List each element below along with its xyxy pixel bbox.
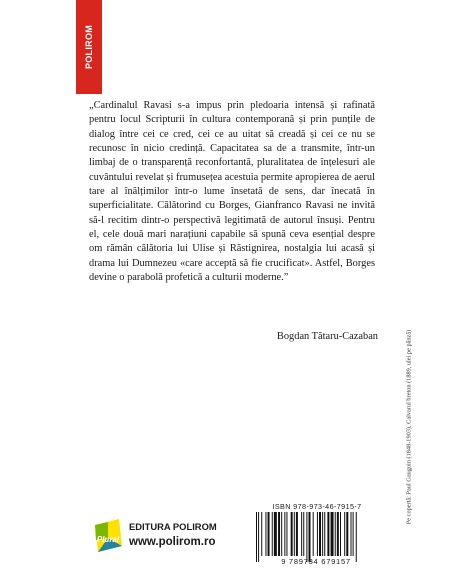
barcode-bar [313,512,314,556]
barcode-bar [344,512,345,556]
barcode-bar [346,512,348,556]
isbn-number: ISBN 978-973-46-7915-7 [272,502,362,511]
barcode-bar [309,512,311,562]
cover-credit-text: Pe copertă: Paul Gauguin (1848-1903), Calvarul breton (1889, ulei pe pânză) [405,329,413,525]
barcode-bar [296,512,298,556]
barcode-bar [303,512,304,556]
barcode-bar [331,512,334,556]
barcode-bar [278,512,280,556]
barcode-digits: 9 789734 679157 [281,557,351,566]
barcode-bar [256,512,257,562]
publisher-name: EDITURA POLIROM [129,521,217,532]
publisher-tab-label: POLIROM [84,24,95,70]
barcode-bar [291,512,293,556]
barcode-bar [324,512,325,556]
barcode-bar [322,512,323,556]
barcode-bar [319,512,321,556]
barcode-bar [272,512,273,556]
back-cover-blurb: „Cardinalul Ravasi s-a impus prin pledoaria intensă și rafinată pentru locul Scripturii în cultura contemporană și prin punțile de dialog între cei ce cred, cei ce au uitat să creadă și cei ce nu se recunosc în nicio credință. Capacitatea sa de a transmite, într-un limbaj de o transparență reconfortantă, pluralitatea de înțelesuri ale cuvântului revelat și frumusețea acestuia permite apropierea de aerul tare al înălțimilor într-o lume însetată de sens, dar înecată în superficialitate. Călătorind cu Borges, Gianfranco Ravasi ne invită să-l recitim dintr-o perspectivă legitimată de autorul însuși. Pentru el, cele două mari narațiuni capabile să spună ceva esențial despre om rămân călătoria lui Ulise și Răstignirea, nostalgia lui acasă și drama lui Dumnezeu «care acceptă să fie crucificat». Astfel, Borges devine o parabolă profetică a culturii moderne.” [89,100,375,284]
barcode-bar [327,512,329,556]
publisher-tab [76,0,102,94]
publisher-website[interactable]: www.polirom.ro [129,536,216,548]
barcode-bar [337,512,339,556]
barcode-bar [274,512,277,556]
barcode-bar [301,512,302,556]
plural-logo-icon [92,516,124,556]
barcode-bar [284,512,285,556]
barcode-bar [317,512,318,556]
plural-logo-text: Plural [96,535,120,544]
barcode-bar [306,512,307,562]
barcode-bar [356,512,357,562]
barcode-bar [351,512,352,556]
barcode-bar [281,512,282,556]
barcode-bar [353,512,354,556]
barcode-bar [258,512,259,562]
barcode-bar [261,512,262,556]
blurb-author: Bogdan Tătaru-Cazaban [276,331,378,342]
barcode-bar [340,512,341,556]
barcode-bar [294,512,295,556]
barcode-bar [286,512,287,556]
cover-credit [402,286,416,568]
barcode-bar [265,512,266,556]
barcode-bar [335,512,336,556]
barcode-bar [268,512,270,556]
